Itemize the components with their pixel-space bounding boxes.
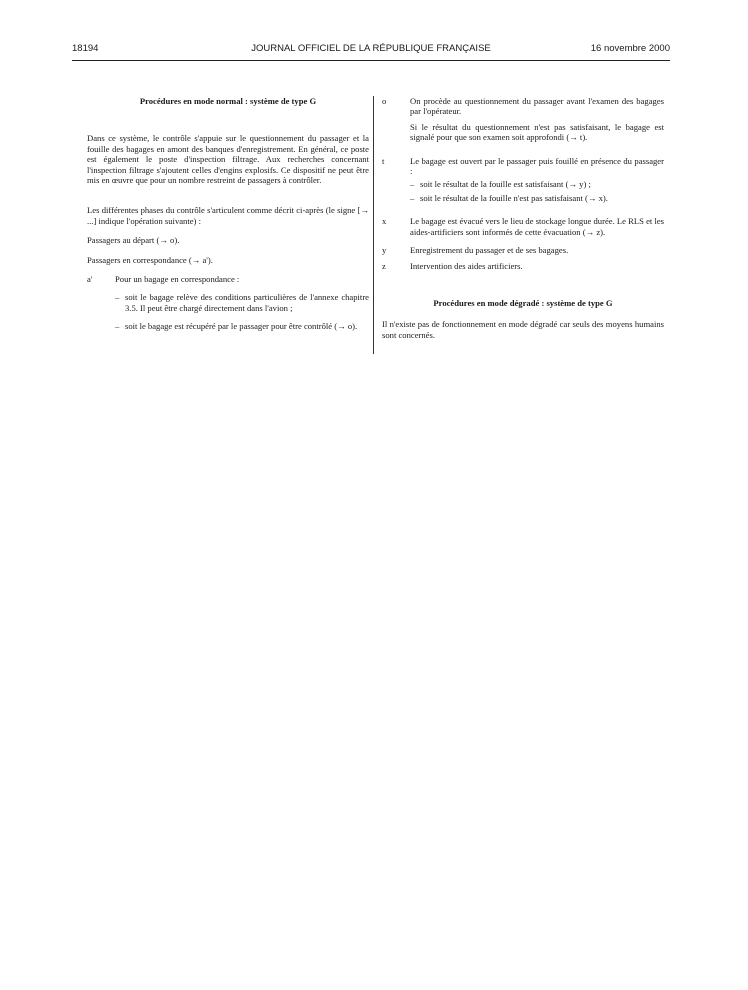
dash-text: soit le bagage relève des conditions particulières de l'annexe chapitre 3.5. Il peut être chargé directement dans l'avion ; — [125, 292, 369, 313]
dash-text: soit le résultat de la fouille est satisfaisant (→ y) ; — [420, 179, 591, 190]
paragraph-connection: Passagers en correspondance (→ a'). — [87, 254, 213, 265]
section-title-degraded: Procédures en mode dégradé : système de type G — [433, 297, 613, 308]
item-label: x — [382, 216, 387, 227]
item-text: Intervention des aides artificiers. — [410, 261, 523, 272]
header-rule — [72, 60, 670, 61]
list-item-y — [382, 245, 664, 255]
paragraph-system: Dans ce système, le contrôle s'appuie sur le questionnement du passager et la fouille des bagages en amont des banques d'enregistrement. En général, ce poste est également le poste d'inspection filtrage. Aux recherches concernant l'inspection filtrage s'ajoutent celles d'engins explosifs. Ce dispositif ne peut être mis en œuvre que pour un nombre restreint de passagers à contrôler. — [87, 133, 369, 186]
item-label: t — [382, 155, 385, 166]
section-title-normal: Procédures en mode normal : système de type G — [139, 96, 317, 106]
item-text: Le bagage est ouvert par le passager puis fouillé en présence du passager : — [410, 155, 664, 177]
item-label: z — [382, 261, 386, 272]
right-column — [382, 96, 664, 340]
list-item-z — [382, 261, 664, 271]
list-item-t — [382, 156, 664, 204]
item-text: Enregistrement du passager et de ses bagages. — [410, 245, 569, 256]
dash-mark: – — [410, 192, 415, 203]
item-text: Pour un bagage en correspondance : — [115, 274, 240, 285]
item-text: Le bagage est évacué vers le lieu de stockage longue durée. Le RLS et les aides-artificiers sont informés de cette évacuation (→ z). — [410, 216, 664, 237]
dash-mark: – — [115, 321, 120, 332]
page-number: 18194 — [72, 43, 99, 54]
list-item-o — [382, 96, 664, 143]
paragraph-phases: Les différentes phases du contrôle s'articulent comme décrit ci-après (le signe [→ ...] indique l'opération suivante) : — [87, 205, 369, 226]
dash-item — [115, 292, 369, 313]
item-label: o — [382, 96, 387, 106]
paragraph-departure: Passagers au départ (→ o). — [87, 235, 180, 246]
left-column — [87, 96, 369, 332]
dash-text: soit le résultat de la fouille n'est pas satisfaisant (→ x). — [420, 192, 608, 203]
item-label: y — [382, 245, 387, 256]
list-item-x — [382, 216, 664, 237]
page-header — [72, 43, 670, 59]
column-divider — [373, 96, 374, 354]
item-label: a' — [87, 274, 93, 285]
publication-date: 16 novembre 2000 — [590, 43, 670, 54]
dash-mark: – — [115, 292, 120, 303]
journal-title: JOURNAL OFFICIEL DE LA RÉPUBLIQUE FRANÇAISE — [251, 43, 491, 54]
dash-item — [410, 179, 664, 189]
list-item-a — [87, 274, 369, 332]
dash-item — [115, 321, 369, 331]
dash-text: soit le bagage est récupéré par le passager pour être contrôlé (→ o). — [125, 321, 358, 332]
paragraph-degraded: Il n'existe pas de fonctionnement en mode dégradé car seuls des moyens humains sont concernés. — [382, 319, 664, 340]
item-text: Si le résultat du questionnement n'est pas satisfaisant, le bagage est signalé pour que son examen soit approfondi (→ t). — [410, 121, 664, 143]
item-text: On procède au questionnement du passager avant l'examen des bagages par l'opérateur. — [410, 96, 664, 117]
dash-mark: – — [410, 179, 415, 190]
dash-item — [410, 193, 664, 203]
